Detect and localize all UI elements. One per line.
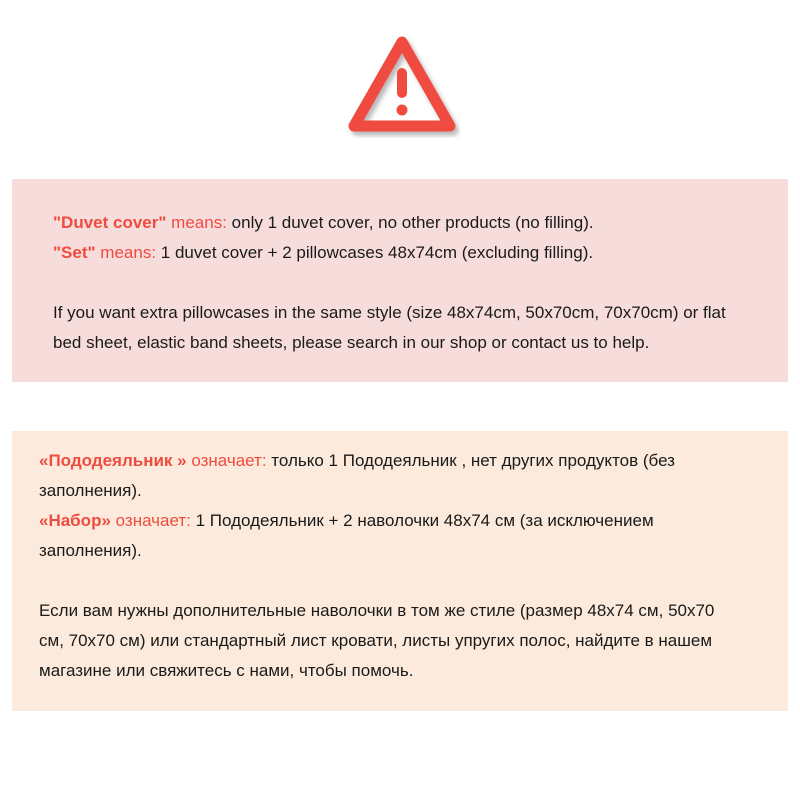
set-text: 1 duvet cover + 2 pillowcases 48x74cm (excluding filling). [156, 243, 594, 262]
duvet-cover-text: only 1 duvet cover, no other products (no filling). [226, 213, 594, 232]
set-definition [53, 238, 593, 268]
ru-extra-items-text-line-2: см, 70x70 см) или стандартный лист кровати, листы упругих полос, найдите в нашем [39, 631, 713, 650]
ru-set-text: 1 Пододеяльник + 2 наволочки 48x74 см (за исключением [190, 511, 654, 530]
ru-duvet-cover-definition [39, 446, 675, 476]
duvet-cover-term: "Duvet cover" [53, 213, 167, 232]
ru-set-means: означает: [110, 511, 191, 530]
ru-duvet-cover-definition-cont: заполнения). [39, 481, 142, 500]
ru-duvet-cover-means: означает: [186, 451, 267, 470]
set-term: "Set" [53, 243, 96, 262]
set-means: means: [95, 243, 157, 262]
ru-duvet-cover-term: «Пододеяльник » [39, 451, 187, 470]
extra-items-text-line-1: If you want extra pillowcases in the same style (size 48x74cm, 50x70cm, 70x70cm) or flat [53, 303, 726, 322]
ru-extra-items-text-line-1: Если вам нужны дополнительные наволочки в том же стиле (размер 48x74 см, 50x70 [39, 601, 715, 620]
ru-duvet-cover-text: только 1 Пододеяльник , нет других продуктов (без [266, 451, 675, 470]
duvet-cover-means: means: [166, 213, 227, 232]
extra-items-text-line-2: bed sheet, elastic band sheets, please search in our shop or contact us to help. [53, 333, 650, 352]
ru-set-definition [39, 506, 654, 536]
duvet-cover-definition [53, 208, 594, 238]
ru-extra-items-text-line-3: магазине или свяжитесь с нами, чтобы помочь. [39, 661, 414, 680]
warning-triangle-icon [344, 32, 460, 138]
ru-set-definition-cont: заполнения). [39, 541, 142, 560]
ru-set-term: «Набор» [39, 511, 111, 530]
